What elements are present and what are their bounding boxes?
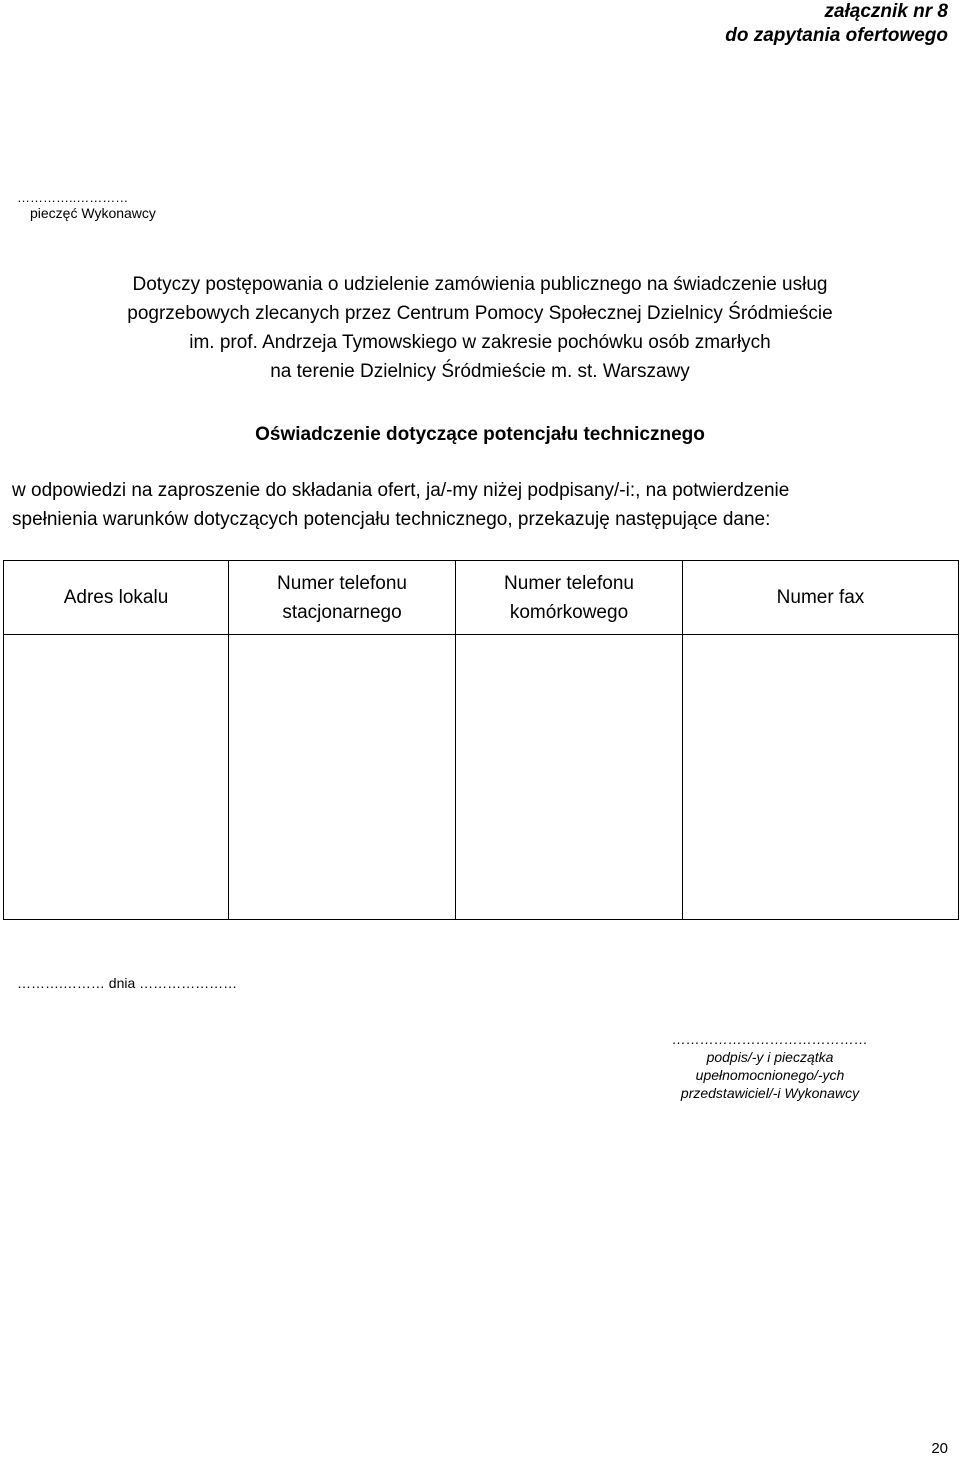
annex-reference: do zapytania ofertowego <box>725 25 948 46</box>
procedure-line-2: pogrzebowych zlecanych przez Centrum Pomocy Społecznej Dzielnicy Śródmieście <box>127 303 833 324</box>
intro-line-2: spełnienia warunków dotyczących potencjału technicznego, przekazuję następujące dane: <box>12 509 771 530</box>
column-header-fax: Numer fax <box>683 561 959 635</box>
annex-label <box>725 0 948 48</box>
signature-label-3: przedstawiciel/-i Wykonawcy <box>680 1085 860 1101</box>
annex-number: załącznik nr 8 <box>824 1 948 22</box>
cell-address[interactable] <box>4 635 229 920</box>
intro-line-1: w odpowiedzi na zaproszenie do składania ofert, ja/-my niżej podpisany/-i:, na potwierdzenie <box>12 480 790 501</box>
cell-fax[interactable] <box>683 635 959 920</box>
signature-label-2: upełnomocnionego/-ych <box>695 1067 845 1083</box>
signature-label-1: podpis/-y i pieczątka <box>706 1049 834 1065</box>
column-header-landline: Numer telefonu stacjonarnego <box>229 561 456 635</box>
procedure-line-1: Dotyczy postępowania o udzielenie zamówienia publicznego na świadczenie usług <box>132 274 828 295</box>
procedure-line-3: im. prof. Andrzeja Tymowskiego w zakresie pochówku osób zmarłych <box>189 332 771 353</box>
procedure-line-4: na terenie Dzielnicy Śródmieście m. st. Warszawy <box>270 361 690 382</box>
technical-capacity-table <box>3 560 959 920</box>
signature-dots: …………………………………… <box>672 1031 868 1047</box>
intro-paragraph <box>12 476 952 534</box>
date-line: ……….……… dnia ………………… <box>17 975 238 991</box>
table-row <box>4 635 959 920</box>
document-title: Oświadczenie dotyczące potencjału technicznego <box>255 424 705 445</box>
stamp-label: pieczęć Wykonawcy <box>30 205 156 221</box>
stamp-placeholder-dots: …………..………… <box>17 190 129 205</box>
signature-block <box>660 1030 880 1102</box>
cell-landline[interactable] <box>229 635 456 920</box>
table-header-row <box>4 561 959 635</box>
column-header-mobile: Numer telefonu komórkowego <box>456 561 683 635</box>
page-number: 20 <box>931 1440 948 1457</box>
column-header-address: Adres lokalu <box>4 561 229 635</box>
procedure-description <box>40 270 920 386</box>
cell-mobile[interactable] <box>456 635 683 920</box>
